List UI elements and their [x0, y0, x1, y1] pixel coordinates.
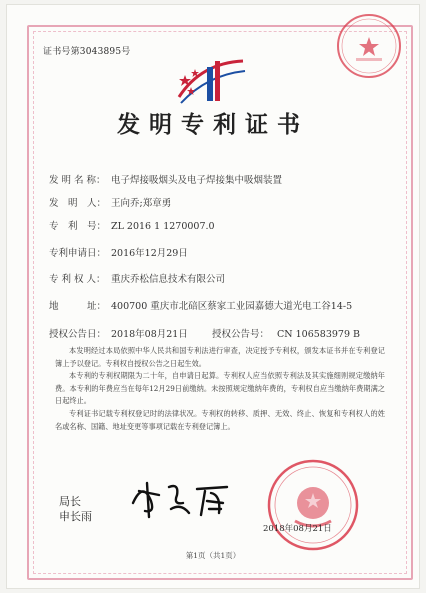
grant-date: 2018年08月21日: [111, 329, 188, 340]
invention-name: 电子焊接吸烟头及电子焊接集中吸烟装置: [111, 175, 283, 186]
address: 400700 重庆市北碚区蔡家工业园嘉德大道光电工谷14-5: [111, 301, 353, 312]
patent-office-emblem-icon: [171, 53, 251, 105]
grant-number: CN 106583979 B: [277, 329, 360, 340]
body-paragraph: 专利证书记载专利权登记时的法律状况。专利权的转移、质押、无效、终止、恢复和专利权人的姓名或名称、国籍、地址变更等事项记载在专利登记簿上。: [55, 409, 385, 431]
address-row: 地 址： 400700 重庆市北碚区蔡家工业园嘉德大道光电工谷14-5: [49, 298, 352, 312]
application-date: 2016年12月29日: [111, 248, 188, 259]
inventor: 王向乔;郑章勇: [111, 198, 172, 209]
director-signature: [125, 473, 235, 523]
body-paragraph: 本发明经过本局依照中华人民共和国专利法进行审查，决定授予专利权，颁发本证书并在专利登记簿上予以登记。专利权自授权公告之日起生效。: [55, 346, 385, 368]
page-footer: 第1页（共1页）: [185, 551, 241, 560]
director-title: 局长: [59, 495, 81, 508]
patentee-row: 专 利 权 人： 重庆乔松信息技术有限公司: [49, 271, 225, 285]
grant-number-row: 授权公告号： CN 106583979 B: [212, 329, 360, 340]
application-date-row: 专利申请日： 2016年12月29日: [49, 245, 188, 259]
director-name: 申长雨: [59, 510, 92, 523]
patentee: 重庆乔松信息技术有限公司: [111, 274, 226, 285]
top-seal-stamp: [334, 11, 404, 81]
official-seal-stamp: [265, 457, 361, 553]
certificate-page: [6, 4, 420, 589]
seal-date: 2018年08月21日: [263, 524, 332, 534]
patent-number-row: 专 利 号： ZL 2016 1 1270007.0: [49, 221, 215, 232]
body-paragraph: 本专利的专利权期限为二十年，自申请日起算。专利权人应当依照专利法及其实施细则规定缴纳年费。本专利的年费应当在每年12月29日前缴纳。未按照规定缴纳年费的，专利权自应当缴纳年费期满之日起终止。: [55, 371, 385, 406]
certificate-number: 证书号第3043895号: [43, 47, 131, 57]
grant-date-row: 授权公告日： 2018年08月21日: [49, 326, 188, 340]
patent-number: ZL 2016 1 1270007.0: [111, 221, 215, 232]
invention-name-row: 发 明 名 称： 电子焊接吸烟头及电子焊接集中吸烟装置: [49, 172, 282, 186]
inventor-row: 发 明 人： 王向乔;郑章勇: [49, 195, 171, 209]
certificate-title: 发明专利证书: [117, 111, 309, 138]
